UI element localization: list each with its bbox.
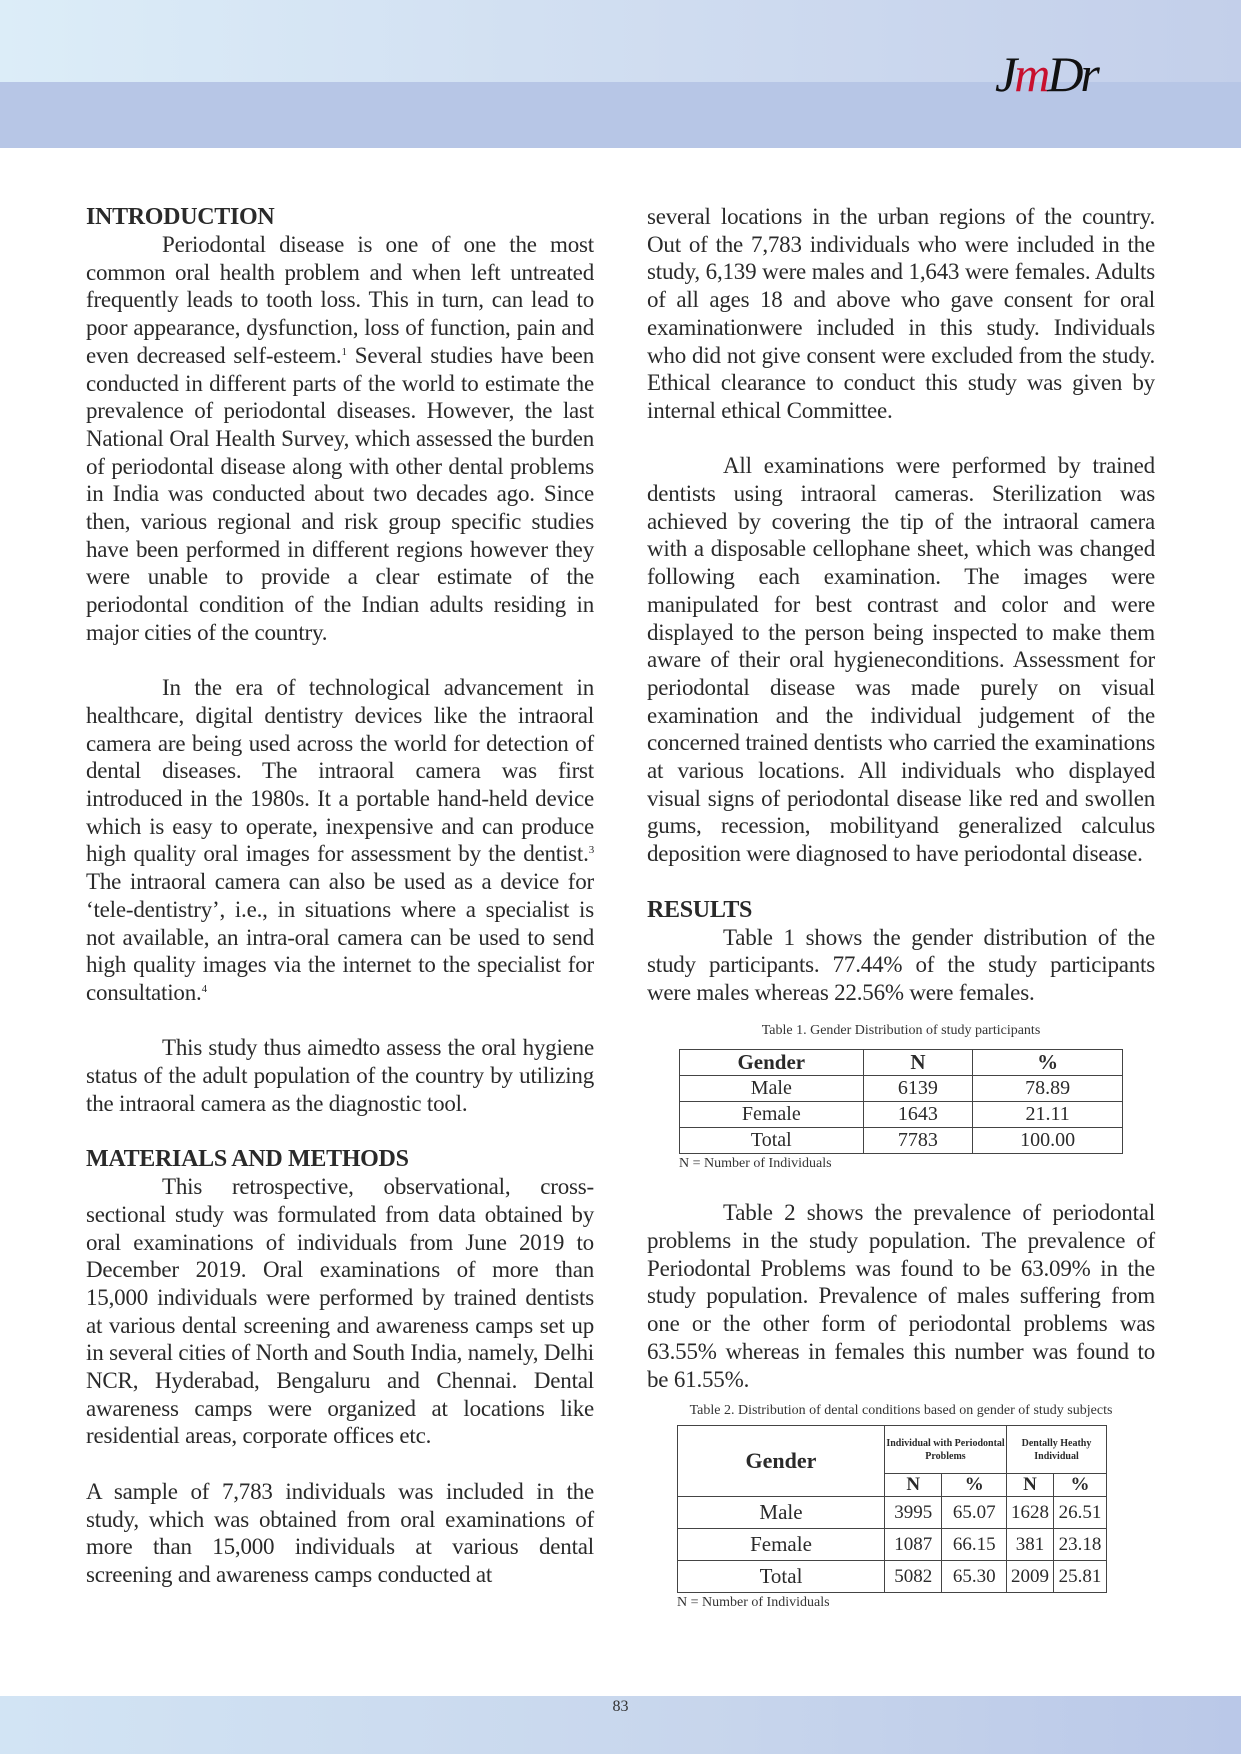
table-row	[680, 1127, 1123, 1153]
table2-cell: 26.51	[1054, 1497, 1107, 1529]
intro-paragraph-3: This study thus aimedto assess the oral hygiene status of the adult population of the country by utilizing the intraoral camera as the diagnostic tool.	[86, 1035, 594, 1116]
methods-paragraph-2: A sample of 7,783 individuals was included in the study, which was obtained from oral examinations of more than 15,000 individuals at various dental screening and awareness camps conducted at	[86, 1478, 594, 1587]
table2-cell: 65.07	[942, 1497, 1007, 1529]
table-row	[678, 1561, 1107, 1593]
table2-subheader: %	[942, 1474, 1007, 1497]
table2-gender-header: Gender	[678, 1426, 885, 1497]
table2-subheader: %	[1054, 1474, 1107, 1497]
table-row	[678, 1497, 1107, 1529]
table1-cell: 6139	[863, 1075, 973, 1101]
table2-cell: 3995	[885, 1497, 942, 1529]
table2-cell: 66.15	[942, 1529, 1007, 1561]
page-number: 83	[612, 1698, 629, 1715]
table1-cell: Total	[680, 1127, 864, 1153]
table2-cell: Total	[678, 1561, 885, 1593]
table-row	[680, 1075, 1123, 1101]
table2-cell: 65.30	[942, 1561, 1007, 1593]
table-row	[678, 1529, 1107, 1561]
table1-cell: Male	[680, 1075, 864, 1101]
table2-caption: Table 2. Distribution of dental conditions based on gender of study subjects	[689, 1403, 1113, 1419]
methods-heading: MATERIALS AND METHODS	[86, 1146, 409, 1173]
table1-cell: 1643	[863, 1101, 973, 1127]
table2-note: N = Number of Individuals	[677, 1595, 830, 1611]
table1-cell: 21.11	[973, 1101, 1123, 1127]
table2-subheader: N	[885, 1474, 942, 1497]
table2-cell: Male	[678, 1497, 885, 1529]
results-paragraph-2: Table 2 shows the prevalence of periodontal problems in the study population. The prevalence of Periodontal Problems was found to be 63.09% in the study population. Prevalence of males suffering from one or the other form of periodontal problems was 63.55% whereas in females this number was found to be 61.55%.	[647, 1200, 1155, 1392]
table2-cell: 2009	[1006, 1561, 1053, 1593]
table1-cell: 78.89	[973, 1075, 1123, 1101]
table2-group1-header: Individual with Periodontal Problems	[885, 1426, 1007, 1474]
table1-cell: 100.00	[973, 1127, 1123, 1153]
table2-cell: 25.81	[1054, 1561, 1107, 1593]
table1-header: Gender	[680, 1049, 864, 1075]
results-heading: RESULTS	[647, 896, 753, 923]
intro-paragraph-2: In the era of technological advancement in healthcare, digital dentistry devices like the intraoral camera are being used across the world for detection of dental diseases. The intraoral camera was first introduced in the 1980s. It a portable hand-held device which is easy to operate, inexpensive and can produce high quality oral images for assessment by the dentist.$^3$ The intraoral camera can also be used as a device for ‘tele-dentistry’, i.e., in situations where a specialist is not available, an intra-oral camera can be used to send high quality images via the internet to the specialist for consultation.$^4$	[86, 675, 594, 1005]
table2-cell: 1628	[1006, 1497, 1053, 1529]
results-paragraph-1: Table 1 shows the gender distribution of the study participants. 77.44% of the study participants were males whereas 22.56% were females.	[647, 924, 1155, 1005]
journal-logo: JmDr	[995, 46, 1097, 102]
table1-header: %	[973, 1049, 1123, 1075]
table1-header: N	[863, 1049, 973, 1075]
methods-paragraph-1: This retrospective, observational, cross-sectional study was formulated from data obtained by oral examinations of individuals from June 2019 to December 2019. Oral examinations of more than 15,000 individuals were performed by trained dentists at various dental screening and awareness camps set up in several cities of North and South India, namely, Delhi NCR, Hyderabad, Bengaluru and Chennai. Dental awareness camps were organized at locations like residential areas, corporate offices etc.	[86, 1174, 594, 1449]
intro-paragraph-1: Periodontal disease is one of one the most common oral health problem and when left untreated frequently leads to tooth loss. This in turn, can lead to poor appearance, dysfunction, loss of function, pain and even decreased self-esteem.$^1$ Several studies have been conducted in different parts of the world to estimate the prevalence of periodontal diseases. However, the last National Oral Health Survey, which assessed the burden of periodontal disease along with other dental problems in India was conducted about two decades ago. Since then, various regional and risk group specific studies have been performed in different regions however they were unable to provide a clear estimate of the periodontal condition of the Indian adults residing in major cities of the country.	[86, 232, 594, 645]
table1-cell: Female	[680, 1101, 864, 1127]
table2-subheader: N	[1006, 1474, 1053, 1497]
table-row	[680, 1101, 1123, 1127]
table2	[677, 1425, 1107, 1593]
left-column	[86, 203, 594, 1589]
table2-cell: Female	[678, 1529, 885, 1561]
methods-paragraph-3: several locations in the urban regions of the country. Out of the 7,783 individuals who were included in the study, 6,139 were males and 1,643 were females. Adults of all ages 18 and above who gave consent for oral examinationwere included in this study. Individuals who did not give consent were excluded from the study. Ethical clearance to conduct this study was given by internal ethical Committee.	[647, 204, 1155, 423]
table2-cell: 5082	[885, 1561, 942, 1593]
table2-group2-header: Dentally Heathy Individual	[1006, 1426, 1106, 1474]
introduction-heading: INTRODUCTION	[86, 204, 275, 230]
table1	[679, 1049, 1123, 1154]
table2-cell: 381	[1006, 1529, 1053, 1561]
table2-cell: 1087	[885, 1529, 942, 1561]
table2-cell: 23.18	[1054, 1529, 1107, 1561]
table1-note: N = Number of Individuals	[679, 1155, 832, 1171]
right-column	[647, 203, 1155, 1611]
methods-paragraph-4: All examinations were performed by trained dentists using intraoral cameras. Sterilization was achieved by covering the tip of the intraoral camera with a disposable cellophane sheet, which was changed following each examination. The images were manipulated for best contrast and color and were displayed to the person being inspected to make them aware of their oral hygieneconditions. Assessment for periodontal disease was made purely on visual examination and the individual judgement of the concerned trained dentists who carried the examinations at various locations. All individuals who displayed visual signs of periodontal disease like red and swollen gums, recession, mobilityand generalized calculus deposition were diagnosed to have periodontal disease.	[647, 453, 1155, 867]
table1-cell: 7783	[863, 1127, 973, 1153]
table1-caption: Table 1. Gender Distribution of study participants	[761, 1022, 1041, 1038]
